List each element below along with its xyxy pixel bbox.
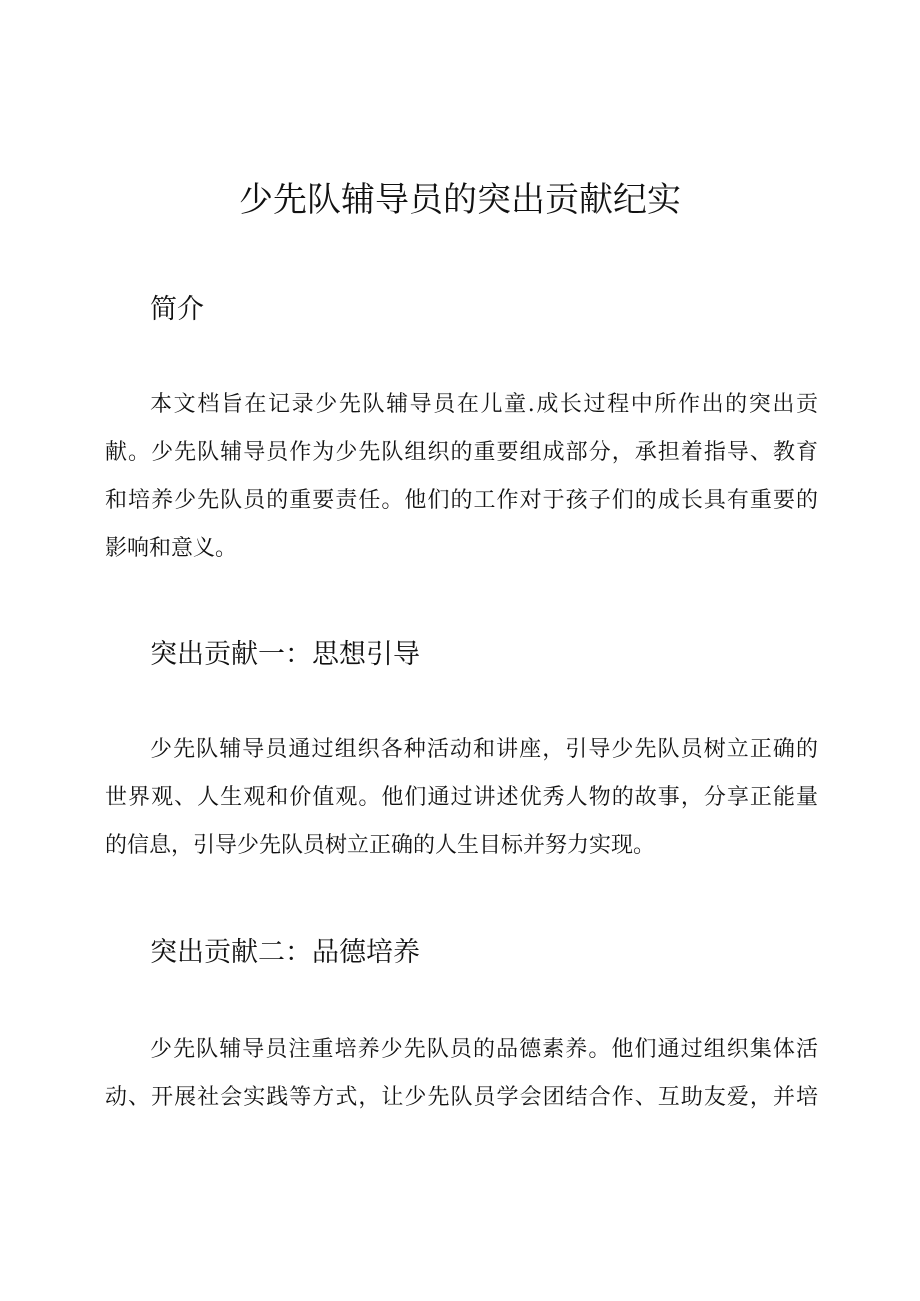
paragraph-line: 动、开展社会实践等方式，让少先队员学会团结合作、互助友爱，并培 [105,1085,818,1110]
section-heading-contribution-2: 突出贡献二：品德培养 [150,937,420,968]
paragraph-line: 影响和意义。 [105,536,238,561]
section-heading-contribution-1: 突出贡献一：思想引导 [150,639,420,670]
paragraph-line: 少先队辅导员注重培养少先队员的品德素养。他们通过组织集体活 [150,1037,818,1062]
paragraph-line: 本文档旨在记录少先队辅导员在儿童.成长过程中所作出的突出贡 [150,392,818,417]
section-heading-intro: 简介 [150,294,204,325]
page-title: 少先队辅导员的突出贡献纪实 [239,180,681,220]
paragraph-line: 少先队辅导员通过组织各种活动和讲座，引导少先队员树立正确的 [150,737,818,762]
paragraph-line: 世界观、人生观和价值观。他们通过讲述优秀人物的故事，分享正能量 [105,785,818,810]
paragraph-line: 献。少先队辅导员作为少先队组织的重要组成部分，承担着指导、教育 [105,440,818,465]
paragraph-line: 的信息，引导少先队员树立正确的人生目标并努力实现。 [105,833,656,858]
contribution-1-paragraph [105,726,818,870]
contribution-2-paragraph [105,1026,818,1122]
intro-paragraph [105,381,818,573]
paragraph-line: 和培养少先队员的重要责任。他们的工作对于孩子们的成长具有重要的 [105,488,818,513]
